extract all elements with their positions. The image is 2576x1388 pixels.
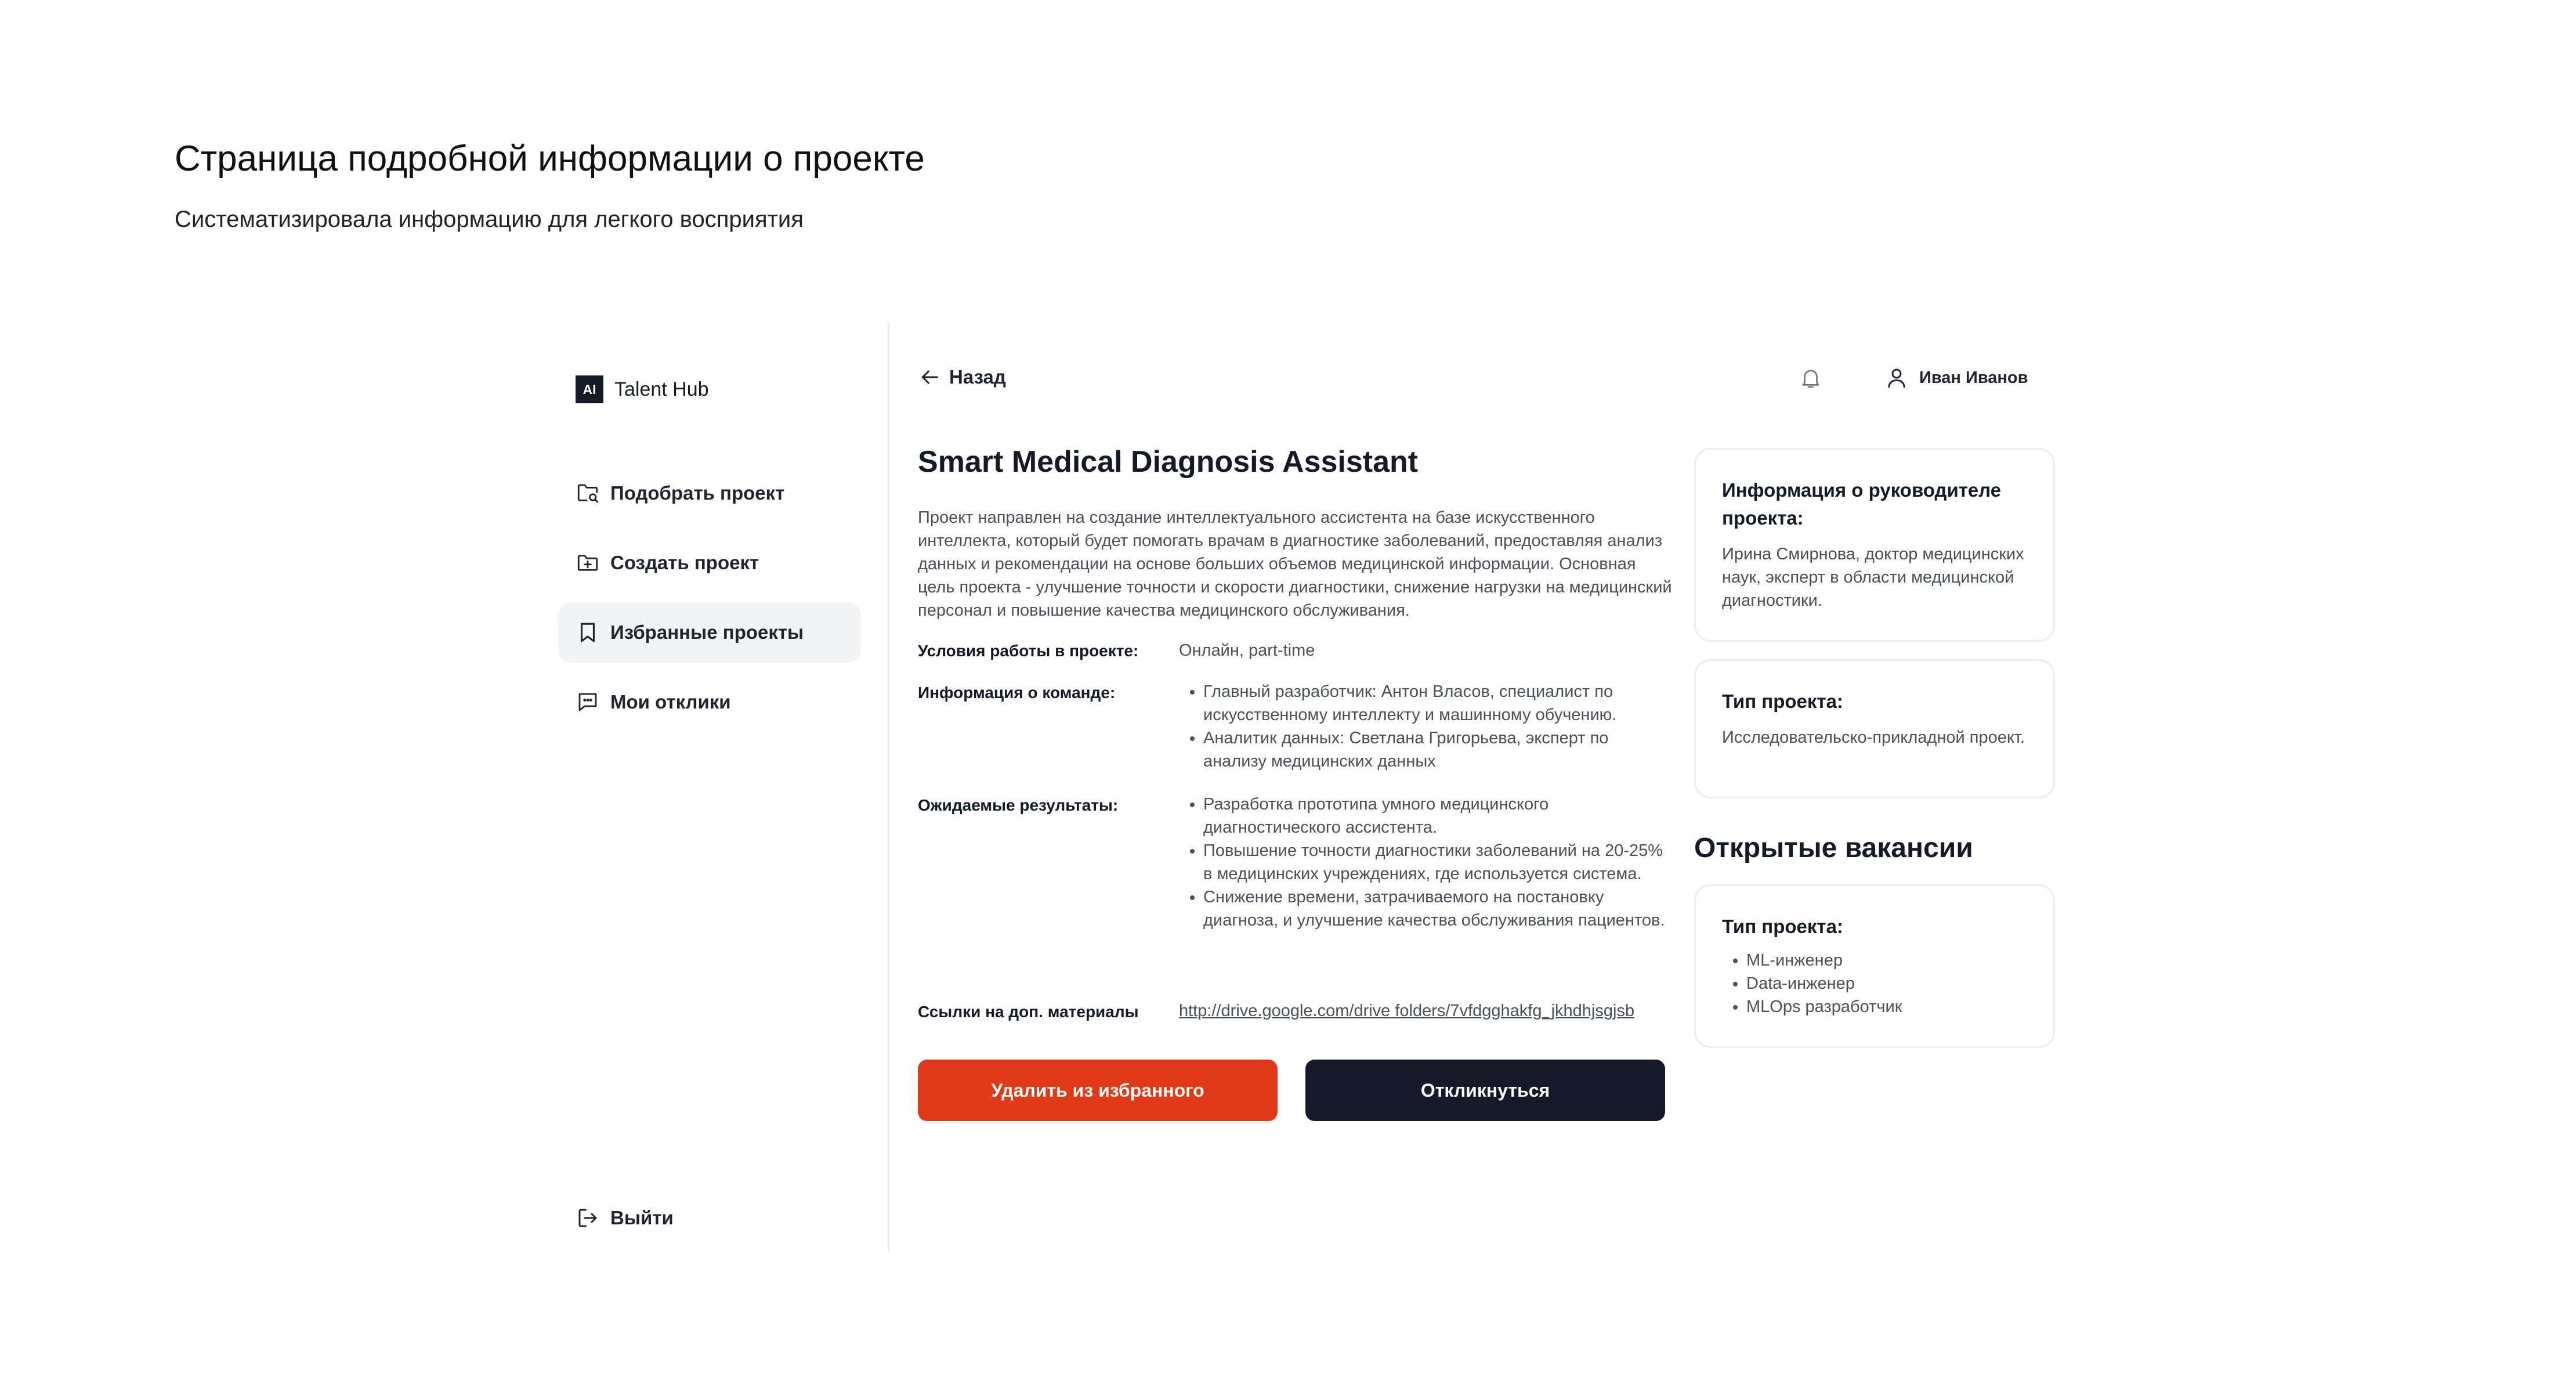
results-list <box>1179 793 1672 932</box>
links-label: Ссылки на доп. материалы <box>918 1003 1139 1021</box>
sidebar-item-favorites[interactable] <box>558 602 861 663</box>
list-item: • Снижение времени, затрачиваемого на постановку диагноза, и улучшение качества обслуживания пациентов. <box>1203 885 1672 932</box>
card-title: Информация о руководителе проекта: <box>1722 479 2002 529</box>
sidebar-item-my-responses[interactable] <box>558 672 861 732</box>
user-icon <box>1884 366 1909 390</box>
chat-icon <box>576 690 600 714</box>
project-title: Smart Medical Diagnosis Assistant <box>918 445 1419 479</box>
page-heading: Страница подробной информации о проекте <box>175 139 925 179</box>
results-label: Ожидаемые результаты: <box>918 796 1119 814</box>
list-item[interactable]: • ML-инженер <box>1746 949 2027 972</box>
project-type-card <box>1694 659 2055 798</box>
user-name: Иван Иванов <box>1919 368 2028 387</box>
logout-button[interactable] <box>576 1206 674 1230</box>
logout-label: Выйти <box>610 1207 674 1228</box>
respond-button[interactable]: Откликнуться <box>1305 1060 1665 1121</box>
back-button[interactable] <box>918 366 1006 389</box>
vacancies-list <box>1722 949 2027 1018</box>
list-item: • Разработка прототипа умного медицинского диагностического ассистента. <box>1203 793 1672 839</box>
card-text: Исследовательско-прикладной проект. <box>1722 728 2025 747</box>
conditions-value: Онлайн, part-time <box>1179 641 1315 660</box>
leader-info-card <box>1694 448 2055 642</box>
page-subheading: Систематизировала информацию для легкого восприятия <box>175 207 804 232</box>
team-label: Информация о команде: <box>918 684 1116 702</box>
back-label: Назад <box>949 366 1006 388</box>
sidebar-item-label: Подобрать проект <box>610 482 785 504</box>
card-text: Ирина Смирнова, доктор медицинских наук, эксперт в области медицинской диагностики. <box>1722 545 2024 610</box>
logo-mark-icon: AI <box>576 375 603 403</box>
folder-search-icon <box>576 481 600 505</box>
team-list <box>1179 680 1672 773</box>
list-item[interactable]: • MLOps разработчик <box>1746 995 2027 1018</box>
app-logo[interactable] <box>576 375 709 403</box>
materials-link[interactable]: http://drive.google.com/drive folders/7vfdgghakfg_jkhdhjsgjsb <box>1179 1002 1635 1020</box>
folder-plus-icon <box>576 551 600 575</box>
list-item: • Аналитик данных: Светлана Григорьева, эксперт по анализу медицинских данных <box>1203 726 1672 773</box>
sidebar-item-label: Избранные проекты <box>610 621 804 643</box>
sidebar-item-find-project[interactable] <box>558 463 861 523</box>
list-item[interactable]: • Data-инженер <box>1746 972 2027 995</box>
vacancies-heading: Открытые вакансии <box>1694 833 1973 863</box>
sidebar-item-label: Мои отклики <box>610 691 731 713</box>
arrow-left-icon <box>918 366 941 389</box>
sidebar-item-create-project[interactable] <box>558 533 861 593</box>
sidebar-divider <box>888 323 889 1251</box>
conditions-label: Условия работы в проекте: <box>918 642 1139 660</box>
vacancies-card <box>1694 884 2055 1048</box>
sidebar-item-label: Создать проект <box>610 552 759 573</box>
app-name: Talent Hub <box>614 378 709 400</box>
card-title: Тип проекта: <box>1722 916 1843 937</box>
bell-icon[interactable] <box>1799 366 1823 390</box>
list-item: • Главный разработчик: Антон Власов, специалист по искусственному интеллекту и машинному обучению. <box>1203 680 1672 726</box>
project-description: Проект направлен на создание интеллектуального ассистента на базе искусственного интеллекта, который будет помогать врачам в диагностике заболеваний, предоставляя анализ данных и рекомендации на основе больших объемов медицинской информации. Основная цель проекта - улучшение точности и скорости диагностики, снижение нагрузки на медицинский персонал и повышение качества медицинского обслуживания. <box>918 508 1672 620</box>
user-menu[interactable] <box>1884 366 2028 390</box>
card-title: Тип проекта: <box>1722 691 1843 712</box>
remove-from-favorites-button[interactable]: Удалить из избранного <box>918 1060 1278 1121</box>
list-item: • Повышение точности диагностики заболеваний на 20-25% в медицинских учреждениях, где используется система. <box>1203 839 1672 885</box>
logout-icon <box>576 1206 600 1230</box>
bookmark-icon <box>576 620 600 645</box>
